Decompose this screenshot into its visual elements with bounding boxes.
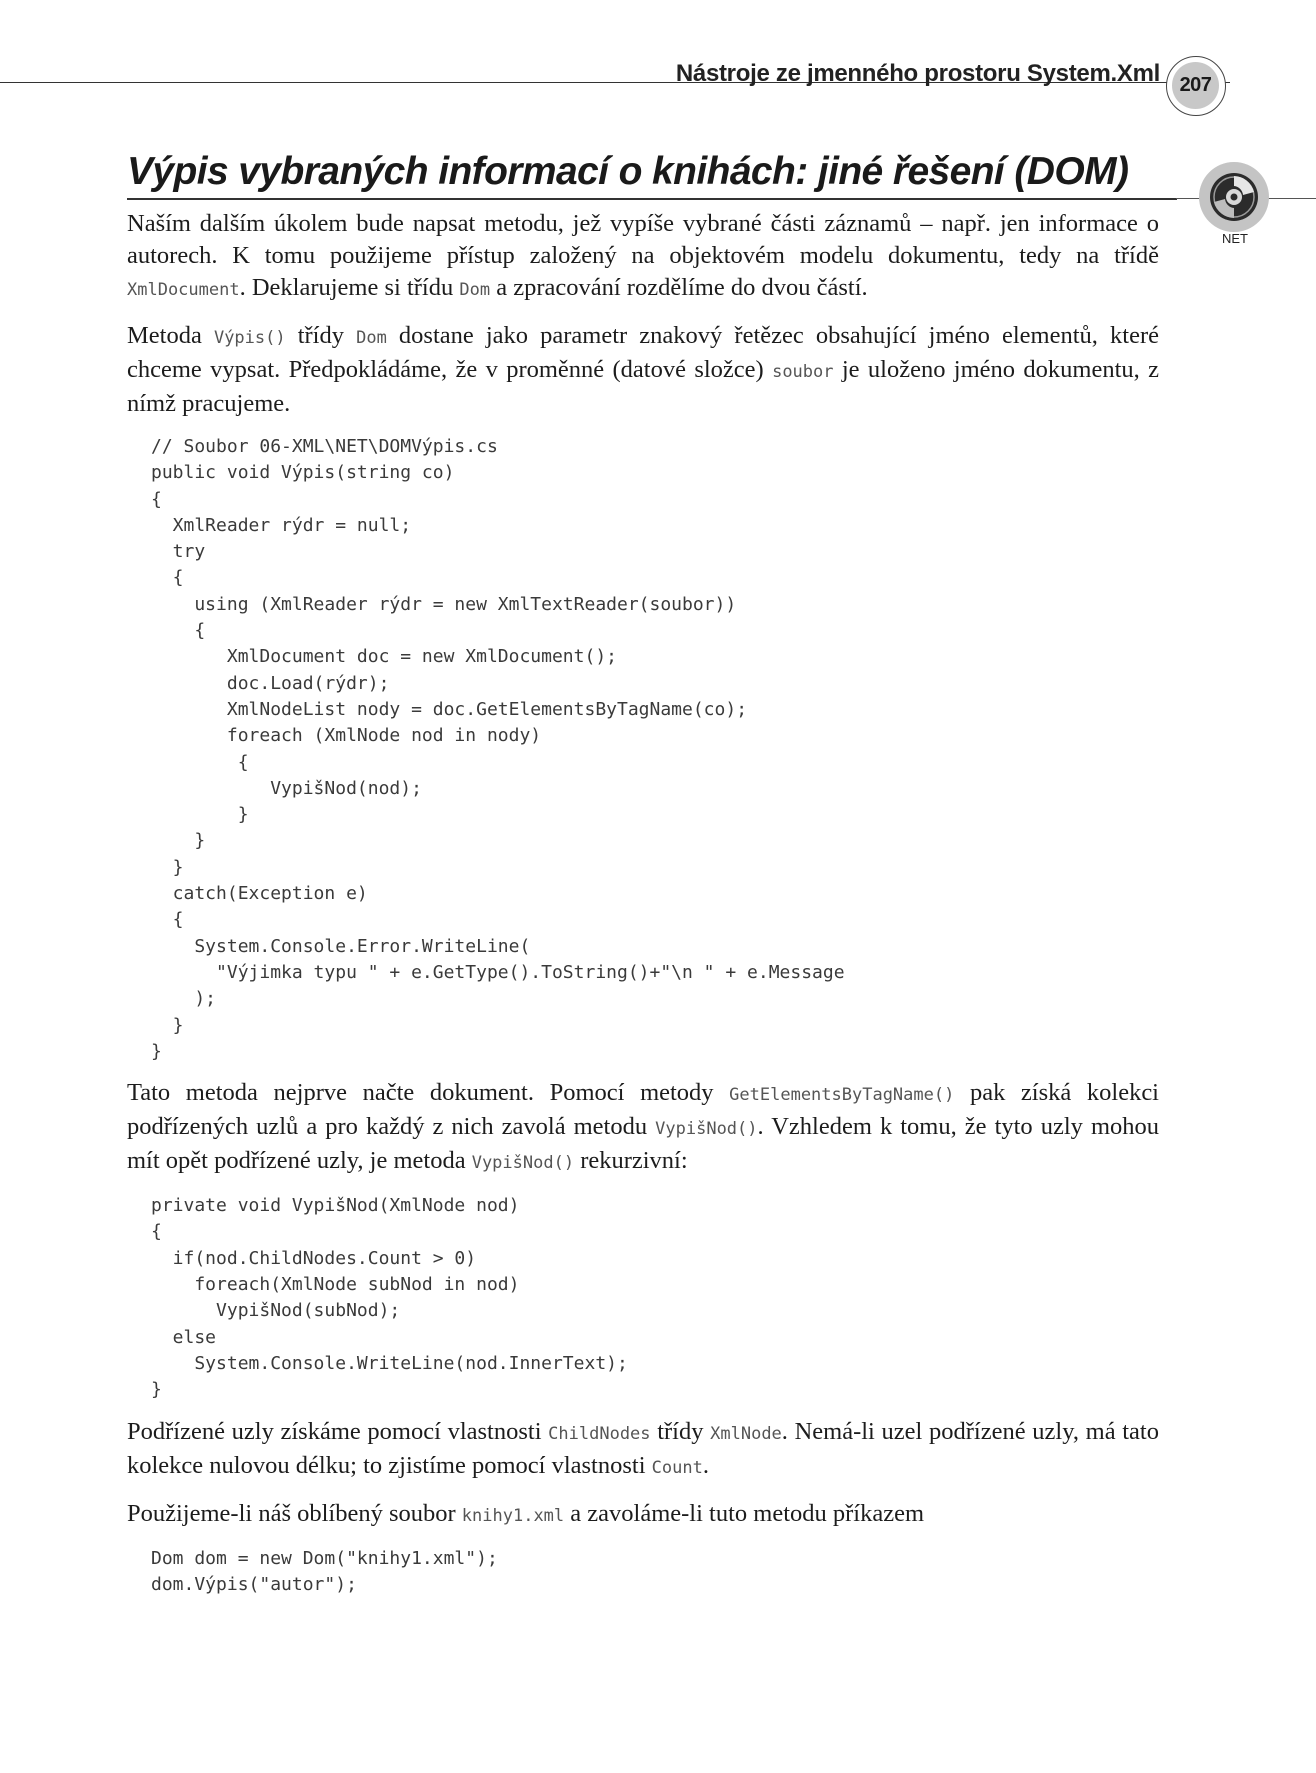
section-title: Výpis vybraných informací o knihách: jiné řešení (DOM) <box>127 150 1129 193</box>
code-line: catch(Exception e) <box>151 883 368 905</box>
code-line: using (XmlReader rýdr = new XmlTextReader(soubor)) <box>151 593 737 615</box>
text-run: Metoda <box>127 322 214 349</box>
inline-code: GetElementsByTagName() <box>729 1085 955 1106</box>
code-line: ); <box>151 988 217 1010</box>
code-line: // Soubor 06-XML\NET\DOMVýpis.cs <box>151 436 498 457</box>
code-block-call <box>151 1546 1159 1599</box>
page-number: 207 <box>1172 62 1219 109</box>
inline-code: Výpis() <box>213 328 286 348</box>
text-run: Podřízené uzly získáme pomocí vlastnosti <box>127 1417 549 1445</box>
code-line: if(nod.ChildNodes.Count > 0) <box>151 1247 477 1269</box>
text-run: třídy <box>650 1417 711 1445</box>
code-line: } <box>151 1040 162 1062</box>
code-line: } <box>151 1014 184 1036</box>
code-line: { <box>151 909 184 931</box>
page-number-badge <box>1166 56 1226 116</box>
text-run: dostane jako parametr znakový řetězec obsahující jméno elementů, které chceme vypsat. Předpokládáme, že v proměnné (datové složce) <box>127 322 1159 383</box>
code-line: VypišNod(subNod); <box>151 1300 401 1322</box>
text-run: a zpracování rozdělíme do dvou částí. <box>490 274 868 301</box>
paragraph-intro <box>127 208 1159 306</box>
cd-disc-icon <box>1207 170 1261 224</box>
code-line: System.Console.WriteLine(nod.InnerText); <box>151 1352 628 1374</box>
code-line: doc.Load(rýdr); <box>151 672 390 694</box>
paragraph-childnodes <box>127 1416 1159 1484</box>
text-run: . Nemá-li uzel podřízené uzly, má tato kolekce nulovou délku; to zjistíme pomocí vlastnosti <box>127 1417 1159 1479</box>
code-line: XmlReader rýdr = null; <box>151 514 412 536</box>
code-line: Dom dom = new Dom("knihy1.xml"); <box>151 1547 498 1569</box>
text-run: . Deklarujeme si třídu <box>239 274 460 301</box>
code-line: { <box>151 751 249 773</box>
code-line: } <box>151 830 206 852</box>
inline-code: VypišNod() <box>655 1119 758 1140</box>
code-line: XmlNodeList nody = doc.GetElementsByTagName(co); <box>151 698 748 720</box>
inline-code: XmlDocument <box>127 280 240 300</box>
text-run: . Vzhledem k tomu, že tyto uzly mohou mít opět podřízené uzly, je metoda <box>127 1113 1160 1175</box>
inline-code: VypišNod() <box>471 1153 575 1174</box>
code-line: } <box>151 804 249 826</box>
cd-icon <box>1199 162 1269 232</box>
code-line: else <box>151 1326 217 1348</box>
code-line: } <box>151 1379 162 1401</box>
text-run: Použijeme-li náš oblíbený soubor <box>127 1499 462 1527</box>
code-line: private void VypišNod(XmlNode nod) <box>151 1195 520 1217</box>
title-rule <box>127 198 1177 200</box>
text-run: je uloženo jméno dokumentu, z nímž pracujeme. <box>127 356 1159 417</box>
inline-code: Count <box>651 1457 703 1478</box>
text-run: Tato metoda nejprve načte dokument. Pomocí metody <box>127 1079 730 1107</box>
code-line: dom.Výpis("autor"); <box>151 1573 357 1595</box>
inline-code: Dom <box>356 328 387 348</box>
code-line: VypišNod(nod); <box>151 777 422 799</box>
code-line: } <box>151 856 184 878</box>
inline-code: soubor <box>772 362 834 382</box>
text-run: . <box>702 1451 709 1479</box>
code-line: { <box>151 567 184 589</box>
code-line: { <box>151 620 206 642</box>
code-line: { <box>151 1221 162 1243</box>
code-line: foreach(XmlNode subNod in nod) <box>151 1274 520 1296</box>
code-line: { <box>151 488 162 510</box>
code-block-vypisnod <box>151 1193 1159 1403</box>
code-line: XmlDocument doc = new XmlDocument(); <box>151 646 617 668</box>
paragraph-usage <box>127 1498 1159 1532</box>
code-line: System.Console.Error.WriteLine( <box>151 935 531 957</box>
code-line: foreach (XmlNode nod in nody) <box>151 725 542 747</box>
code-line: "Výjimka typu " + e.GetType().ToString()+"\n " + e.Message <box>151 961 845 983</box>
code-line: try <box>151 541 206 563</box>
inline-code: knihy1.xml <box>461 1505 565 1526</box>
inline-code: XmlNode <box>710 1423 782 1444</box>
margin-label: NET <box>1222 231 1248 246</box>
text-run: rekurzivní: <box>574 1147 688 1175</box>
text-run: pak získá kolekci podřízených uzlů a pro každý z nich zavolá metodu <box>127 1079 1159 1141</box>
code-block-vypis <box>151 434 1159 1065</box>
paragraph-method <box>127 320 1159 420</box>
running-title: Nástroje ze jmenného prostoru System.Xml <box>675 60 1160 87</box>
paragraph-explanation <box>127 1077 1159 1179</box>
inline-code: Dom <box>459 280 491 300</box>
page-content <box>127 208 1159 1610</box>
text-run: třídy <box>285 322 357 349</box>
text-run: Naším dalším úkolem bude napsat metodu, jež vypíše vybrané části záznamů – např. jen informace o autorech. K tomu použijeme přístup založený na objektovém modelu dokumentu, tedy na třídě <box>127 210 1159 269</box>
code-line: public void Výpis(string co) <box>151 462 455 484</box>
text-run: a zavoláme-li tuto metodu příkazem <box>564 1499 925 1527</box>
inline-code: ChildNodes <box>548 1423 651 1444</box>
